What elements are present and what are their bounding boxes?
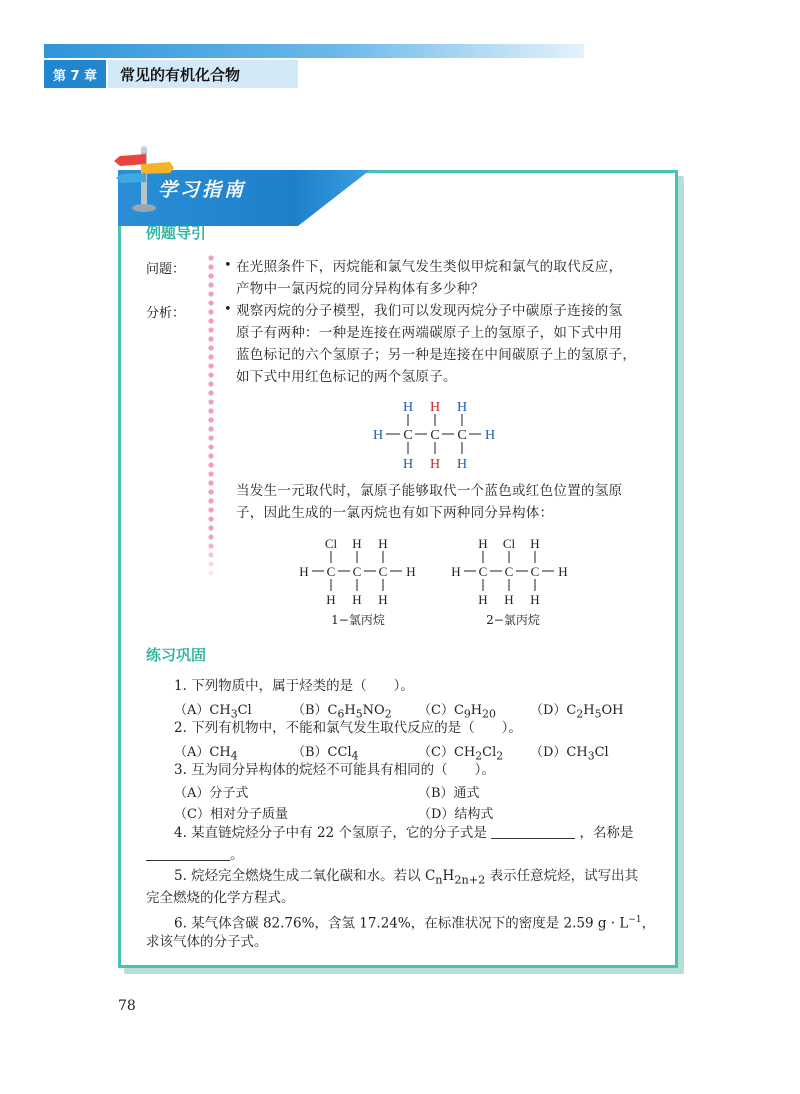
c-atom: C — [403, 428, 413, 443]
h-atom: H — [456, 400, 468, 415]
q5-line2: 完全燃烧的化学方程式。 — [146, 890, 295, 906]
isomer1-formula — [292, 534, 432, 610]
divider-dot — [208, 399, 213, 404]
h-atom: H — [484, 428, 496, 443]
q1-option-a: $(A)CH_3Cl$ — [174, 703, 252, 721]
divider-dot — [208, 354, 213, 359]
q2-option-d: $(D)CH_3Cl$ — [530, 745, 609, 763]
q3-option-c: （C）相对分子质量 — [174, 807, 288, 822]
divider-dot — [208, 345, 213, 350]
q6-line2: 求该气体的分子式。 — [146, 934, 268, 950]
q4-line1: 4. 某直链烷烃分子中有 22 个氢原子，它的分子式是 ，名称是 — [174, 825, 634, 841]
divider-dot — [208, 372, 213, 377]
divider-dot — [208, 300, 213, 305]
divider-dot — [208, 570, 213, 575]
q1-option-b: $(B)C_6H_5NO_2$ — [292, 703, 392, 721]
h-atom: H — [352, 536, 362, 551]
analysis-label: 分析： — [146, 306, 186, 321]
q3-option-a: （A）分子式 — [174, 786, 249, 801]
page-number: 78 — [118, 998, 136, 1014]
divider-dot — [208, 435, 213, 440]
analysis-line: 蓝色标记的六个氢原子；另一种是连接在中间碳原子上的氢原子， — [236, 347, 637, 363]
answer-blank — [491, 825, 575, 839]
divider-dot — [208, 291, 213, 296]
practice-heading: 练习巩固 — [146, 646, 207, 664]
chapter-badge: 第 7 章 — [44, 60, 106, 88]
divider-dot — [208, 453, 213, 458]
divider-dot — [208, 561, 213, 566]
q4-line2: 。 — [146, 845, 244, 865]
divider-dot — [208, 426, 213, 431]
divider-dot — [208, 480, 213, 485]
h-atom: H — [478, 536, 488, 551]
c-atom: C — [478, 564, 488, 579]
question-label: 问题： — [146, 262, 186, 277]
q2-stem: 2. 下列有机物中，不能和氯气发生取代反应的是（ ）。 — [174, 720, 522, 736]
divider-dot — [208, 444, 213, 449]
divider-dot — [208, 552, 213, 557]
divider-dot — [208, 390, 213, 395]
q1-stem: 1. 下列物质中，属于烃类的是（ ）。 — [174, 678, 414, 694]
h-atom: H — [378, 592, 388, 607]
divider-dot — [208, 336, 213, 341]
question-line: 产物中一氯丙烷的同分异构体有多少种？ — [236, 281, 485, 297]
divider-dot — [208, 507, 213, 512]
bullet-dot: • — [224, 302, 232, 317]
divider-dot — [208, 525, 213, 530]
divider-dot — [208, 462, 213, 467]
divider-dot — [208, 255, 213, 260]
divider-dot — [208, 417, 213, 422]
c-atom: C — [352, 564, 362, 579]
q6-line1: 6. 某气体含碳 82.76%，含氢 17.24%，在标准状况下的密度是 2.59 $g \cdot L^{-1}$， — [174, 915, 656, 932]
h-atom: H — [402, 457, 414, 472]
isomer1-caption: 1−氯丙烷 — [331, 613, 385, 627]
signpost-icon — [112, 144, 176, 214]
h-atom: H — [352, 592, 362, 607]
h-atom: H — [451, 564, 461, 579]
divider-dot — [208, 498, 213, 503]
q1-option-c: $(C)C_9H_{20}$ — [418, 703, 496, 721]
q2-option-a: $(A)CH_4$ — [174, 745, 238, 763]
c-atom: C — [378, 564, 388, 579]
answer-blank — [146, 847, 230, 861]
divider-dot — [208, 309, 213, 314]
divider-dot — [208, 282, 213, 287]
divider-dot — [208, 516, 213, 521]
q2-option-c: $(C)CH_2Cl_2$ — [418, 745, 504, 763]
h-atom: H — [530, 592, 540, 607]
divider-dot — [208, 543, 213, 548]
h-atom-red: H — [429, 400, 441, 415]
propane-formula — [360, 396, 510, 476]
question-line: 在光照条件下，丙烷能和氯气发生类似甲烷和氯气的取代反应， — [236, 259, 623, 275]
analysis-line: 如下式中用红色标记的两个氢原子。 — [236, 369, 457, 385]
divider-dot — [208, 264, 213, 269]
after-line: 当发生一元取代时，氯原子能够取代一个蓝色或红色位置的氢原 — [236, 483, 623, 499]
isomer2-formula — [444, 534, 584, 610]
analysis-line: 原子有两种：一种是连接在两端碳原子上的氢原子，如下式中用 — [236, 325, 623, 341]
h-atom: H — [478, 592, 488, 607]
c-atom: C — [326, 564, 336, 579]
h-atom: H — [372, 428, 384, 443]
q5-line1: 5. 烷烃完全燃烧生成二氧化碳和水。若以 $C_nH_{2n+2}$ 表示任意烷烃，试写出其 — [174, 868, 639, 887]
divider-dot — [208, 408, 213, 413]
h-atom-red: H — [429, 457, 441, 472]
c-atom: C — [457, 428, 467, 443]
h-atom: H — [378, 536, 388, 551]
h-atom: H — [558, 564, 568, 579]
h-atom: H — [299, 564, 309, 579]
h-atom: H — [326, 592, 336, 607]
after-text — [236, 480, 656, 524]
example-heading: 例题导引 — [146, 224, 207, 242]
chapter-title: 常见的有机化合物 — [108, 60, 298, 88]
divider-dot — [208, 273, 213, 278]
banner-title: 学习指南 — [158, 179, 247, 201]
h-atom: H — [406, 564, 416, 579]
c-atom: C — [530, 564, 540, 579]
divider-dot — [208, 471, 213, 476]
divider-dot — [208, 534, 213, 539]
c-atom: C — [430, 428, 440, 443]
divider-dot — [208, 489, 213, 494]
h-atom: H — [504, 592, 514, 607]
h-atom: H — [456, 457, 468, 472]
question-text — [236, 256, 656, 300]
q1-option-d: $(D)C_2H_5OH$ — [530, 703, 624, 721]
cl-atom: Cl — [324, 536, 338, 551]
divider-dot — [208, 318, 213, 323]
bullet-dot: • — [224, 258, 232, 273]
divider-dot — [208, 327, 213, 332]
analysis-text — [236, 300, 656, 388]
q3-option-b: （B）通式 — [418, 786, 480, 801]
h-atom: H — [530, 536, 540, 551]
after-line: 子，因此生成的一氯丙烷也有如下两种同分异构体： — [236, 505, 554, 521]
analysis-line: 观察丙烷的分子模型，我们可以发现丙烷分子中碳原子连接的氢 — [236, 303, 623, 319]
h-atom: H — [402, 400, 414, 415]
header-gradient-band — [44, 44, 584, 58]
divider-dot — [208, 363, 213, 368]
dotted-divider — [206, 254, 216, 584]
q2-option-b: （B）CCl$_4$ — [292, 745, 359, 763]
q3-option-d: （D）结构式 — [418, 807, 494, 822]
isomer2-caption: 2−氯丙烷 — [486, 613, 540, 627]
q3-stem: 3. 互为同分异构体的烷烃不可能具有相同的（ ）。 — [174, 762, 495, 778]
divider-dot — [208, 381, 213, 386]
cl-atom: Cl — [502, 536, 516, 551]
c-atom: C — [504, 564, 514, 579]
